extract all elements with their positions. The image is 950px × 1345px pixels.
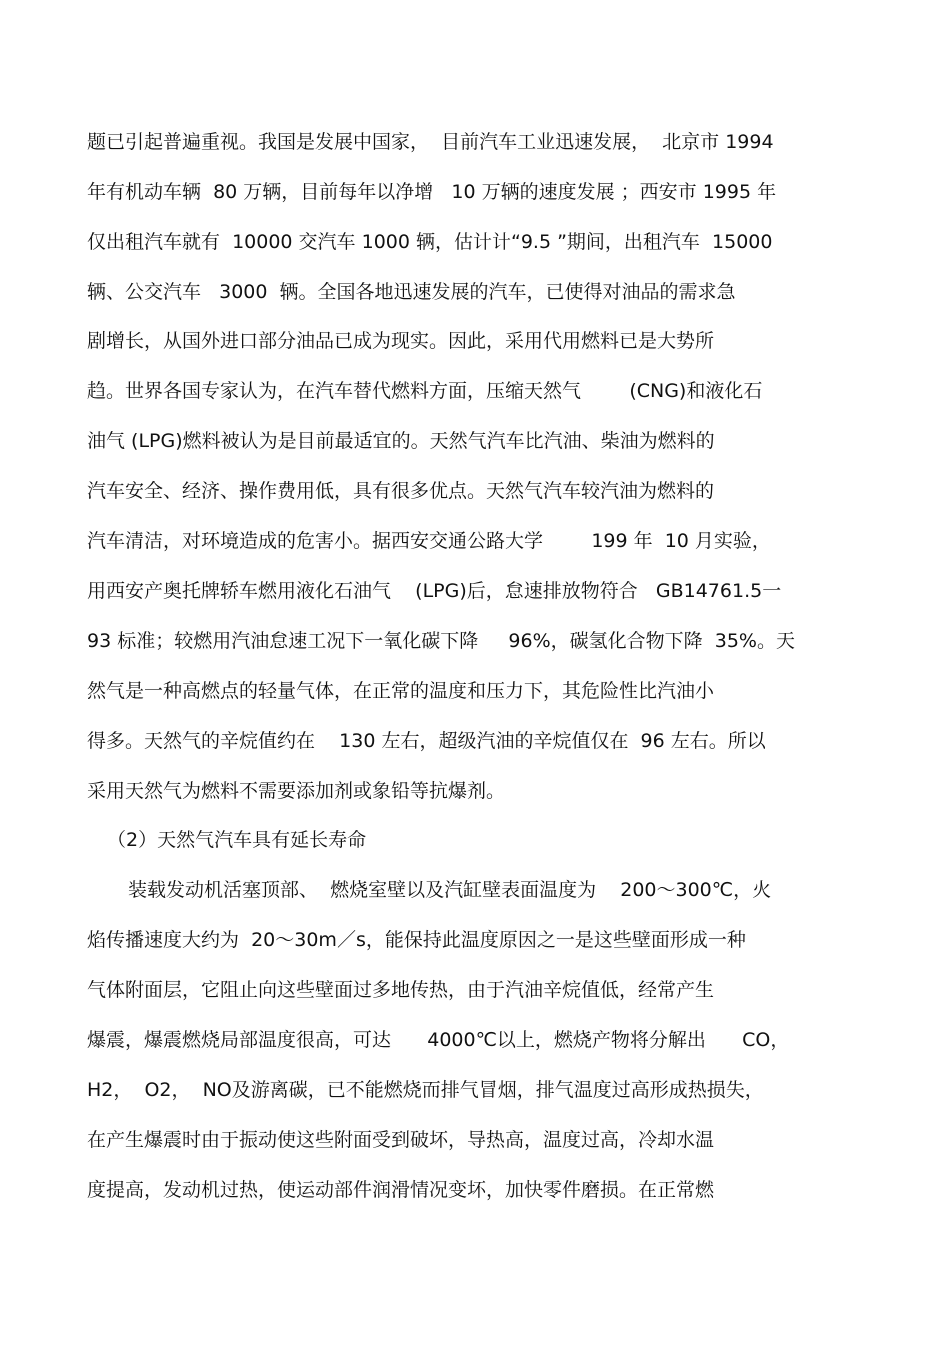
text-line: 年有机动车辆 80 万辆，目前每年以净增 10 万辆的速度发展 ；西安市 1995 年 [87, 181, 777, 203]
text-line: 题已引起普遍重视。我国是发展中国家， 目前汽车工业迅速发展， 北京市 1994 [87, 131, 774, 153]
text-line: 焰传播速度大约为 20～30m／s，能保持此温度原因之一是这些壁面形成一种 [87, 929, 746, 951]
text-line: 用西安产奥托牌轿车燃用液化石油气 (LPG)后，怠速排放物符合 GB14761.5一 [87, 580, 782, 602]
text-line: 93 标准；较燃用汽油怠速工况下一氧化碳下降 96%，碳氢化合物下降 35%。天 [87, 630, 795, 652]
text-line: 汽车安全、经济、操作费用低，具有很多优点。天然气汽车较汽油为燃料的 [87, 480, 715, 502]
text-line: 气体附面层，它阻止向这些壁面过多地传热，由于汽油辛烷值低，经常产生 [87, 979, 715, 1001]
text-line: H2， O2， NO及游离碳，已不能燃烧而排气冒烟，排气温度过高形成热损失， [87, 1079, 764, 1101]
text-line: 在产生爆震时由于振动使这些附面受到破坏，导热高，温度过高，冷却水温 [87, 1129, 715, 1151]
text-line: 得多。天然气的辛烷值约在 130 左右，超级汽油的辛烷值仅在 96 左右。所以 [87, 730, 766, 752]
text-line: 剧增长，从国外进口部分油品已成为现实。因此，采用代用燃料已是大势所 [87, 330, 715, 352]
text-line: 仅出租汽车就有 10000 交汽车 1000 辆，估计计“9.5 ”期间，出租汽车 15000 [87, 231, 773, 253]
text-line: 装载发动机活塞顶部、 燃烧室壁以及汽缸壁表面温度为 200～300℃，火 [128, 879, 772, 901]
text-line: 辆、公交汽车 3000 辆。全国各地迅速发展的汽车，已使得对油品的需求急 [87, 281, 736, 303]
text-line: 然气是一种高燃点的轻量气体，在正常的温度和压力下，其危险性比汽油小 [87, 680, 715, 702]
text-line: 油气 (LPG)燃料被认为是目前最适宜的。天然气汽车比汽油、柴油为燃料的 [87, 430, 715, 452]
text-line: 趋。世界各国专家认为，在汽车替代燃料方面，压缩天然气 (CNG)和液化石 [87, 380, 763, 402]
text-line: 爆震，爆震燃烧局部温度很高，可达 4000℃以上，燃烧产物将分解出 CO， [87, 1029, 790, 1051]
text-line: 汽车清洁，对环境造成的危害小。据西安交通公路大学 199 年 10 月实验， [87, 530, 771, 552]
text-line: 采用天然气为燃料不需要添加剂或象铅等抗爆剂。 [87, 780, 506, 802]
text-line: 度提高，发动机过热，使运动部件润滑情况变坏，加快零件磨损。在正常燃 [87, 1179, 715, 1201]
section-heading: （2）天然气汽车具有延长寿命 [107, 829, 367, 851]
